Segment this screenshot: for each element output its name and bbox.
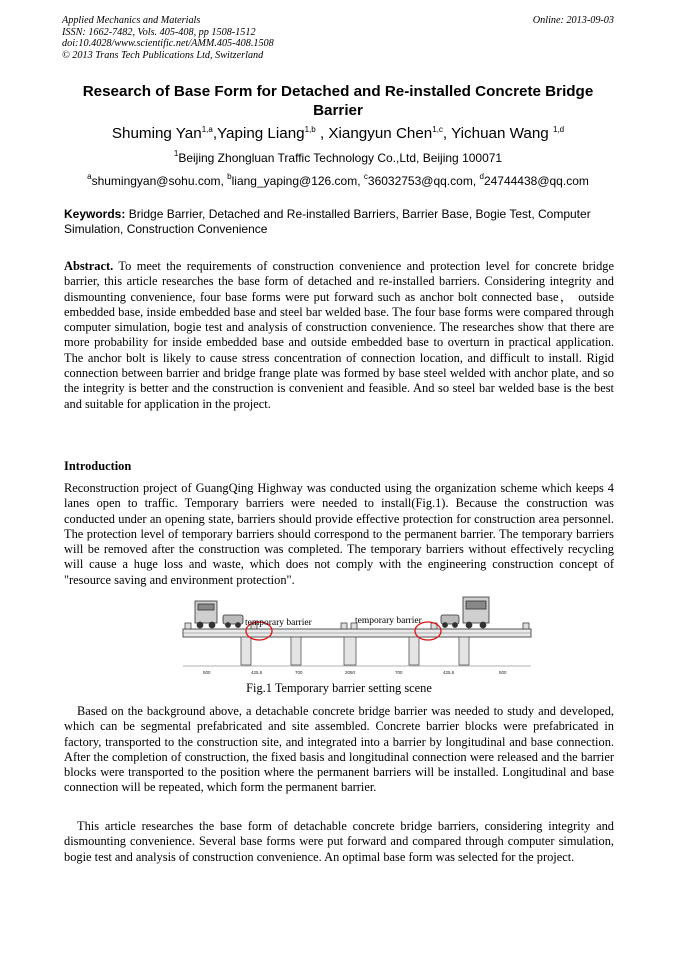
dimension-label: 425.5 (443, 670, 455, 675)
dimension-label: 700 (395, 670, 403, 675)
wheel (453, 623, 458, 628)
intro-paragraph-2: Based on the background above, a detachable concrete bridge barrier was needed to study and developed, which can be segmental prefabricated and site assembled. Concrete barrier blocks were prefabricated in factory, transported to the construction site, and integrated into a barrier by longitudinal and base connection. After the completion of construction, the fixed basis and longitudinal connection were released and the barrier blocks were transported to the position where the permanent barriers will be installed. Longitudinal and base connection will be repeated, which form the permanent barrier. (64, 704, 614, 795)
copyright-line: © 2013 Trans Tech Publications Ltd, Switzerland (62, 49, 264, 61)
truck-right (463, 597, 489, 628)
wheel (480, 622, 486, 628)
affiliation-sup: 1 (173, 149, 179, 158)
dimension-label: 500 (499, 670, 507, 675)
figure-1 (181, 595, 533, 677)
pier (344, 637, 356, 665)
pier (459, 637, 469, 665)
email-sup: a (87, 172, 92, 181)
wheel (466, 622, 472, 628)
keywords-label: Keywords: (64, 207, 126, 221)
barrier-block (523, 623, 529, 629)
wheel (236, 623, 241, 628)
dimension-label: 425.5 (251, 670, 263, 675)
wheel (197, 622, 203, 628)
author-sep: , (442, 125, 452, 142)
author-name: Yichuan Wang (451, 125, 553, 142)
journal-header (62, 15, 614, 61)
author-name: Xiangyun Chen (328, 125, 433, 142)
affiliation-text: Beijing Zhongluan Traffic Technology Co.,Ltd, Beijing 100071 (178, 151, 503, 165)
affiliation (62, 151, 614, 166)
abstract-text: To meet the requirements of construction convenience and protection level for concrete bridge barrier, this article researches the base form of detached and re-installed barriers. Considering integrity and dismounting convenience, four base forms were put forward such as anchor bolt connected base， outside embedded base, inside embedded base and steel bar welded base. The four base forms were compared through computer simulation, bogie test and analysis of construction convenience. The researches show that there are more probability for inside embedded base and outside embedded base to overturn in practical application. The anchor bolt is likely to cause stress concentration of connection location, and difficult to install. Rigid connection between barrier and bridge frange plate was formed by base steel welded with anchor plate, and so the integrity is better and the construction is convenient and feasible. And so steel bar welded base is the best and suitable for application in the project. (64, 259, 614, 411)
keywords-text: Bridge Barrier, Detached and Re-installed Barriers, Barrier Base, Bogie Test, Computer Simulation, Construction Convenience (64, 207, 591, 237)
intro-paragraph-1: Reconstruction project of GuangQing Highway was conducted using the organization scheme which keeps 4 lanes open to traffic. Temporary barriers were needed to install(Fig.1). Because the construction was conducted under an opening state, barriers should provide effective protection for construction area personnel. The protection level of temporary barriers should correspond to the permanent barrier. The temporary barriers will be removed after the construction was completed. The temporary barriers without effectively recycling will cause a huge loss and waste, which does not comply with the engineering construction concept of "resource saving and environment protection". (64, 481, 614, 587)
email-address[interactable]: shumingyan@sohu.com, (91, 174, 228, 188)
author-sup: 1,a (201, 125, 213, 134)
email-address[interactable]: 24744438@qq.com (483, 174, 589, 188)
wheel (226, 623, 231, 628)
car-body (223, 615, 243, 624)
email-sup: b (227, 172, 232, 181)
figure-label-left: temporary barrier (245, 618, 312, 628)
author-sup: 1,b (304, 125, 316, 134)
barrier-block (185, 623, 191, 629)
keywords (64, 207, 614, 238)
truck-window (198, 604, 214, 610)
author-sup: 1,d (552, 125, 565, 134)
intro-paragraph-3: This article researches the base form of detachable concrete bridge barriers, considering integrity and dismounting convenience. Several base forms were put forward and compared through computer simulation, bogie test and analysis of construction convenience. An optimal base form was selected for the project. (64, 819, 614, 864)
car-right (441, 615, 459, 628)
car-left (223, 615, 243, 628)
email-sup: c (363, 172, 368, 181)
truck-window (466, 601, 486, 609)
issn-line: ISSN: 1662-7482, Vols. 405-408, pp 1508-1512 (62, 26, 256, 38)
author-sep: , (212, 125, 218, 142)
online-date: Online: 2013-09-03 (532, 15, 614, 26)
doi-line[interactable]: doi:10.4028/www.scientific.net/AMM.405-408.1508 (62, 38, 274, 50)
abstract (64, 259, 614, 412)
piers (241, 637, 469, 665)
pier (409, 637, 419, 665)
figure-caption: Fig.1 Temporary barrier setting scene (246, 681, 432, 695)
truck-left (195, 601, 217, 628)
bridge-drawing (181, 595, 533, 677)
author-list (62, 124, 614, 144)
abstract-label: Abstract. (64, 259, 114, 273)
wheel (209, 622, 215, 628)
dimension-label: 2050 (345, 670, 356, 675)
journal-name: Applied Mechanics and Materials (62, 15, 201, 26)
author-name: Shuming Yan (111, 125, 202, 142)
email-address[interactable]: liang_yaping@126.com, (231, 174, 364, 188)
email-address[interactable]: 36032753@qq.com, (367, 174, 480, 188)
barrier-block (341, 623, 347, 629)
author-name: Yaping Liang (217, 125, 305, 142)
pier (241, 637, 251, 665)
wheel (443, 623, 448, 628)
dimension-label: 700 (295, 670, 303, 675)
dimension-label: 500 (203, 670, 211, 675)
author-sup: 1,c (432, 125, 443, 134)
section-heading: Introduction (64, 459, 132, 473)
paper-title: Research of Base Form for Detached and Re-installed Concrete Bridge Barrier (82, 83, 594, 119)
pier (291, 637, 301, 665)
email-list (62, 174, 614, 189)
figure-label-right: temporary barrier (355, 616, 422, 626)
author-sep: , (315, 125, 329, 142)
email-sup: d (479, 172, 484, 181)
